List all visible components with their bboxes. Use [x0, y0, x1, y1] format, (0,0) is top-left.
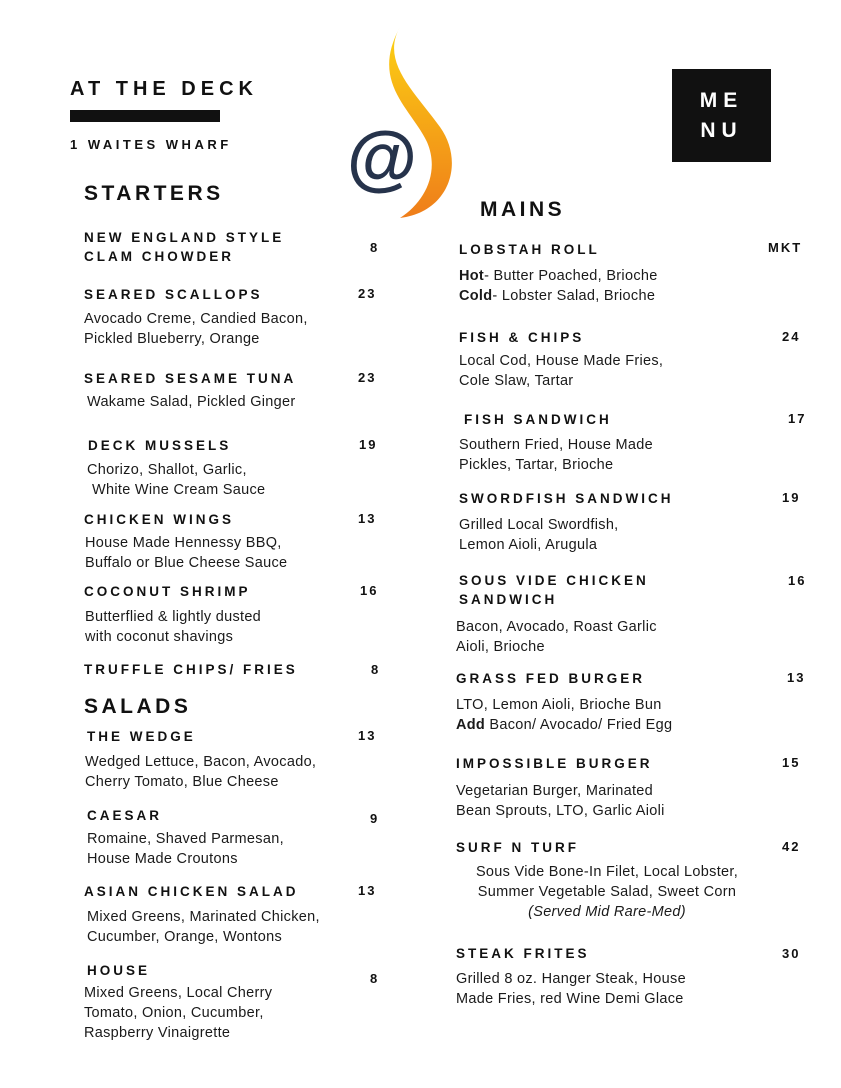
menu-item-name: SOUS VIDE CHICKEN SANDWICH — [459, 573, 649, 607]
menu-item-description: Local Cod, House Made Fries, Cole Slaw, Tartar — [459, 353, 664, 389]
menu-item-description: Mixed Greens, Local Cherry Tomato, Onion, Cucumber, Raspberry Vinaigrette — [84, 985, 273, 1041]
menu-item-description: Butterflied & lightly dusted with coconut shavings — [85, 609, 262, 645]
menu-item-price: 16 — [360, 583, 379, 598]
menu-item-description: LTO, Lemon Aioli, Brioche Bun Add Bacon/ Avocado/ Fried Egg — [456, 697, 673, 733]
menu-item-price: 8 — [371, 662, 381, 677]
menu-item-description: Bacon, Avocado, Roast Garlic Aioli, Brioche — [456, 619, 657, 655]
restaurant-name: AT THE DECK — [70, 78, 258, 100]
menu-item-name: FISH SANDWICH — [464, 412, 612, 427]
menu-item-name: CHICKEN WINGS — [84, 512, 234, 527]
section-title-salads: SALADS — [84, 695, 192, 718]
menu-badge-line1: ME — [699, 88, 744, 112]
menu-item-price: 30 — [782, 946, 801, 961]
menu-item-price: 13 — [358, 511, 377, 526]
menu-item-name: TRUFFLE CHIPS/ FRIES — [84, 662, 298, 677]
menu-item-description: Hot- Butter Poached, Brioche Cold- Lobster Salad, Brioche — [459, 268, 658, 304]
menu-item-price: 9 — [370, 811, 380, 826]
section-title-starters: STARTERS — [84, 182, 224, 205]
menu-item-price: 13 — [358, 728, 377, 743]
menu-item-name: LOBSTAH ROLL — [459, 242, 600, 257]
menu-item-description: Wakame Salad, Pickled Ginger — [87, 394, 296, 410]
menu-item-name: IMPOSSIBLE BURGER — [456, 756, 653, 771]
menu-item-price: 24 — [782, 329, 801, 344]
menu-item-price: 19 — [359, 437, 378, 452]
menu-item-name: NEW ENGLAND STYLE CLAM CHOWDER — [84, 230, 285, 264]
menu-item-price: 42 — [782, 839, 801, 854]
menu-item-description: Wedged Lettuce, Bacon, Avocado, Cherry Tomato, Blue Cheese — [85, 754, 317, 790]
menu-item-description: Grilled 8 oz. Hanger Steak, House Made Fries, red Wine Demi Glace — [456, 971, 686, 1007]
menu-item-description: Southern Fried, House Made Pickles, Tartar, Brioche — [459, 437, 653, 473]
at-sign-logo: @ — [346, 118, 418, 198]
menu-item-price: 8 — [370, 240, 380, 255]
menu-item-price: MKT — [768, 240, 803, 255]
menu-item-price: 17 — [788, 411, 807, 426]
menu-item-name: CAESAR — [87, 808, 163, 823]
menu-item-name: SURF N TURF — [456, 840, 579, 855]
section-title-mains: MAINS — [480, 198, 566, 221]
menu-item-name: SEARED SCALLOPS — [84, 287, 263, 302]
menu-item-price: 23 — [358, 286, 377, 301]
menu-item-description: Vegetarian Burger, Marinated Bean Sprouts, LTO, Garlic Aioli — [456, 783, 665, 819]
menu-badge-line2: NU — [700, 118, 743, 142]
flame-logo — [345, 22, 465, 222]
menu-item-description: Avocado Creme, Candied Bacon, Pickled Blueberry, Orange — [84, 311, 308, 347]
menu-item-name: COCONUT SHRIMP — [84, 584, 251, 599]
menu-item-description: Romaine, Shaved Parmesan, House Made Croutons — [87, 831, 284, 867]
menu-item-description: Mixed Greens, Marinated Chicken, Cucumber, Orange, Wontons — [87, 909, 320, 945]
menu-item-name: GRASS FED BURGER — [456, 671, 646, 686]
menu-item-name: HOUSE — [87, 963, 151, 978]
menu-item-name: STEAK FRITES — [456, 946, 590, 961]
menu-item-price: 19 — [782, 490, 801, 505]
menu-badge — [672, 69, 771, 162]
menu-item-price: 23 — [358, 370, 377, 385]
menu-item-name: THE WEDGE — [87, 729, 196, 744]
menu-item-name: DECK MUSSELS — [88, 438, 232, 453]
restaurant-address: 1 WAITES WHARF — [70, 137, 232, 152]
menu-item-price: 16 — [788, 573, 807, 588]
menu-item-description: House Made Hennessy BBQ, Buffalo or Blue Cheese Sauce — [85, 535, 288, 571]
menu-item-price: 8 — [370, 971, 380, 986]
menu-item-description: Sous Vide Bone-In Filet, Local Lobster, Summer Vegetable Salad, Sweet Corn (Served Mid Rare-Med) — [475, 864, 739, 920]
menu-item-description: Grilled Local Swordfish, Lemon Aioli, Arugula — [459, 517, 619, 553]
menu-item-price: 15 — [782, 755, 801, 770]
menu-item-description: Chorizo, Shallot, Garlic, White Wine Cream Sauce — [87, 462, 266, 498]
title-underline-bar — [70, 110, 220, 122]
menu-item-name: SWORDFISH SANDWICH — [459, 491, 674, 506]
menu-item-price: 13 — [358, 883, 377, 898]
menu-item-price: 13 — [787, 670, 806, 685]
menu-item-name: FISH & CHIPS — [459, 330, 585, 345]
menu-item-name: ASIAN CHICKEN SALAD — [84, 884, 299, 899]
menu-item-name: SEARED SESAME TUNA — [84, 371, 297, 386]
